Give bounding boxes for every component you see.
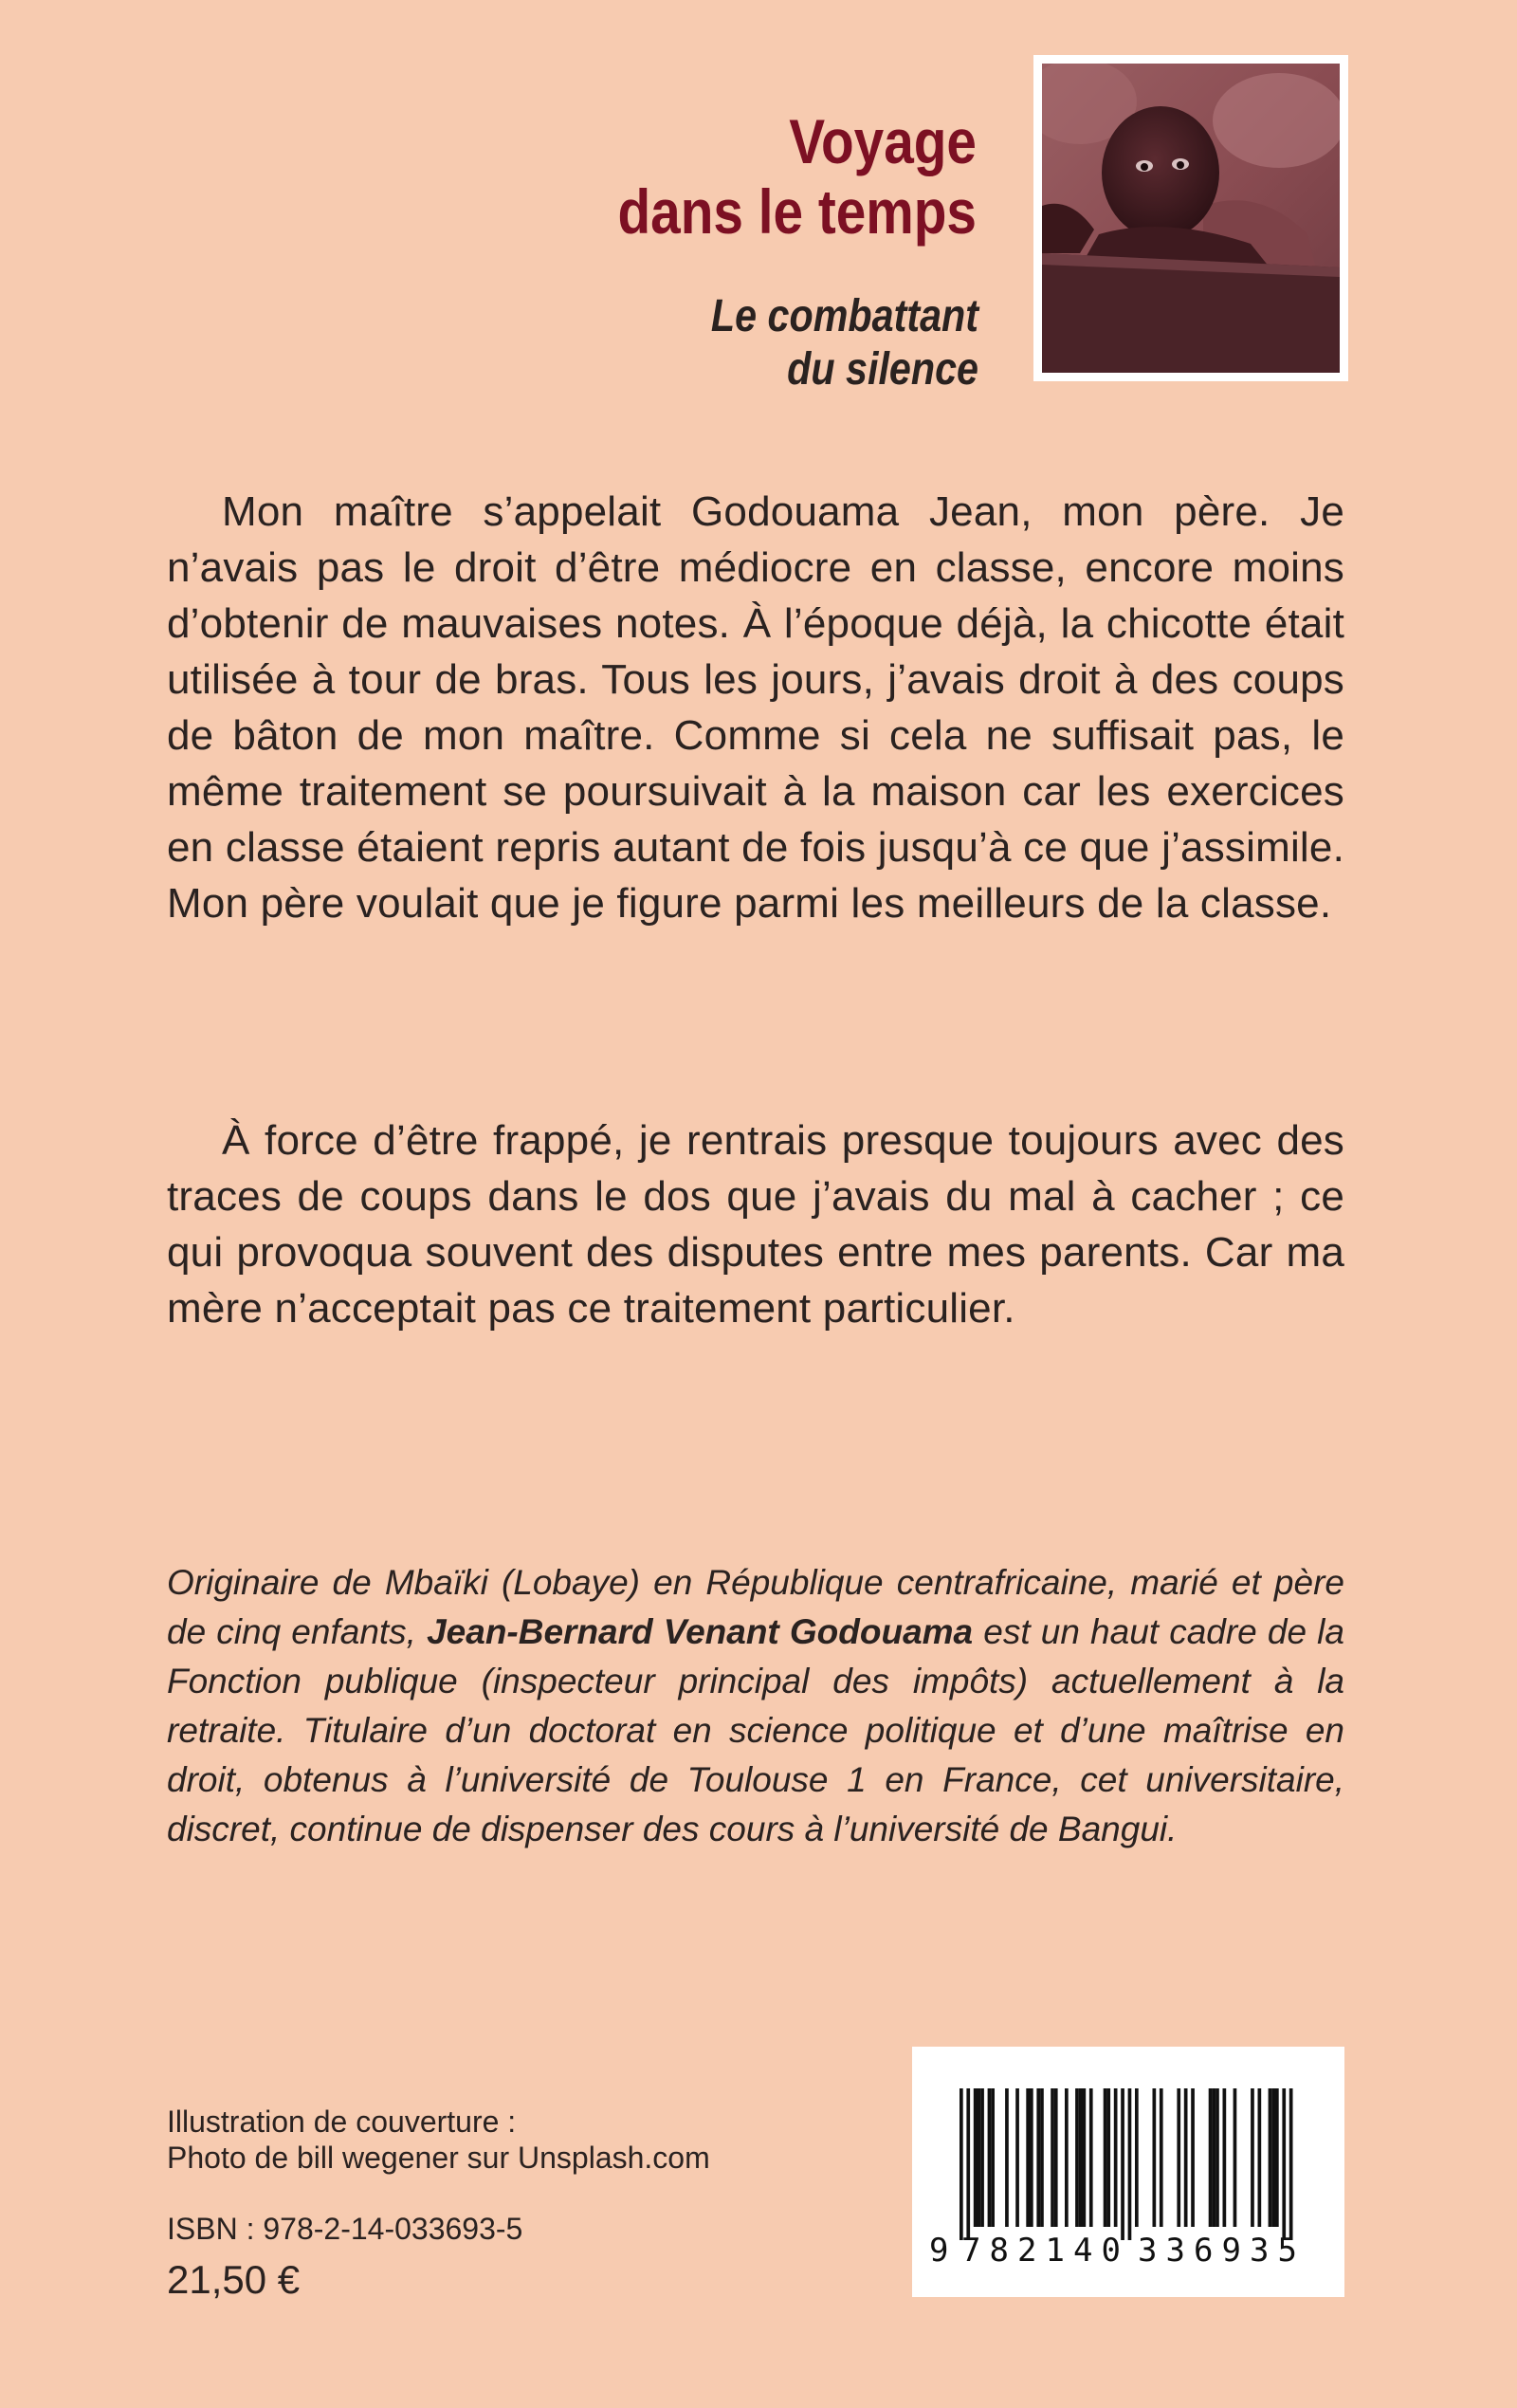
author-name: Jean-Bernard Venant Godouama [427, 1612, 974, 1651]
barcode-bar [1114, 2088, 1118, 2227]
barcode-bar [1106, 2088, 1110, 2227]
barcode-bar [1135, 2088, 1139, 2227]
barcode-bar [1177, 2088, 1180, 2227]
barcode-bar [1054, 2088, 1058, 2227]
credits-line-1: Illustration de couverture : [167, 2105, 517, 2139]
barcode-bar [1251, 2088, 1254, 2227]
book-subtitle [408, 290, 978, 396]
excerpt-paragraph-1: Mon maître s’appelait Godouama Jean, mon père. Je n’avais pas le droit d’être médiocre en classe, encore moins d’obtenir de mauvaises notes. À l’époque déjà, la chicotte était utilisée à tour de bras. Tous les jours, j’avais droit à des coups de bâton de mon maître. Comme si cela ne suffisait pas, le même traitement se poursuivait à la maison car les exercices en classe étaient repris autant de fois jusqu’à ce que j’assimile. Mon père voulait que je figure parmi les meilleurs de la classe. [167, 488, 1344, 927]
barcode-bar [1212, 2088, 1215, 2227]
barcode-bar [1121, 2088, 1124, 2240]
barcode-bar [1275, 2088, 1279, 2227]
credits-line-2: Photo de bill wegener sur Unsplash.com [167, 2141, 710, 2175]
cover-photo [1033, 55, 1348, 381]
barcode-graphic [912, 2047, 1344, 2297]
title-line-1: Voyage [789, 106, 977, 176]
barcode-bar [1223, 2088, 1227, 2227]
barcode-bar [1089, 2088, 1093, 2227]
barcode-bar [1234, 2088, 1237, 2227]
barcode-bar [1153, 2088, 1157, 2227]
barcode-bar [1209, 2088, 1213, 2227]
subtitle-line-2: du silence [787, 344, 978, 395]
barcode-bar [980, 2088, 984, 2227]
title-line-2: dans le temps [617, 176, 977, 247]
barcode-bar [1005, 2088, 1009, 2227]
barcode-bar [960, 2088, 963, 2240]
barcode-bar [1036, 2088, 1040, 2227]
barcode-left-digits: 782140 [961, 2232, 1121, 2270]
book-title [406, 106, 977, 247]
barcode-bar [1128, 2088, 1132, 2240]
barcode-bar [988, 2088, 992, 2227]
isbn: ISBN : 978-2-14-033693-5 [167, 2212, 523, 2246]
barcode-bar [1075, 2088, 1079, 2227]
barcode [912, 2047, 1344, 2297]
cover-credits [167, 2104, 710, 2176]
barcode-bar [966, 2088, 970, 2240]
child-at-desk-photo-icon [1042, 64, 1340, 373]
barcode-bar [974, 2088, 978, 2227]
barcode-bars [960, 2088, 1293, 2240]
barcode-bar [991, 2088, 995, 2227]
barcode-bar [1191, 2088, 1195, 2227]
barcode-bar [1184, 2088, 1188, 2227]
barcode-bar [1083, 2088, 1087, 2227]
barcode-bar [978, 2088, 981, 2227]
barcode-bar [1040, 2088, 1044, 2227]
barcode-bar [1030, 2088, 1033, 2227]
price: 21,50 € [167, 2257, 301, 2302]
barcode-right-digits: 336935 [1138, 2232, 1297, 2270]
barcode-bar [1282, 2088, 1286, 2240]
bio-rest: est un haut cadre de la Fonction publique (inspecteur principal des impôts) actuellement à la retraite. Titulaire d’un doctorat en science politique et d’une maîtrise en droit, obtenus à l’université de Toulouse 1 en France, cet universitaire, discret, continue de dispenser des cours à l’université de Bangui. [167, 1612, 1344, 1848]
barcode-bar [1271, 2088, 1275, 2227]
barcode-bar [1269, 2088, 1272, 2227]
barcode-bar [1015, 2088, 1019, 2227]
bio-intro: Originaire de Mbaïki (Lobaye) en République centrafricaine, marié et père de cinq enfants, [167, 1563, 1344, 1651]
excerpt-paragraph-2: À force d’être frappé, je rentrais presque toujours avec des traces de coups dans le dos que j’avais du mal à cacher ; ce qui provoqua souvent des disputes entre mes parents. Car ma mère n’acceptait pas ce traitement particulier. [167, 1117, 1344, 1332]
barcode-bar [1026, 2088, 1030, 2227]
barcode-bar [1160, 2088, 1163, 2227]
subtitle-line-1: Le combattant [710, 291, 978, 341]
barcode-bar [1051, 2088, 1054, 2227]
barcode-bar [1258, 2088, 1262, 2227]
barcode-bar [1289, 2088, 1293, 2240]
barcode-first-digit: 9 [929, 2232, 949, 2270]
barcode-bar [1215, 2088, 1219, 2227]
barcode-bar [1079, 2088, 1083, 2227]
barcode-bar [1104, 2088, 1107, 2227]
barcode-bar [1065, 2088, 1069, 2227]
author-bio [167, 1558, 1344, 1854]
